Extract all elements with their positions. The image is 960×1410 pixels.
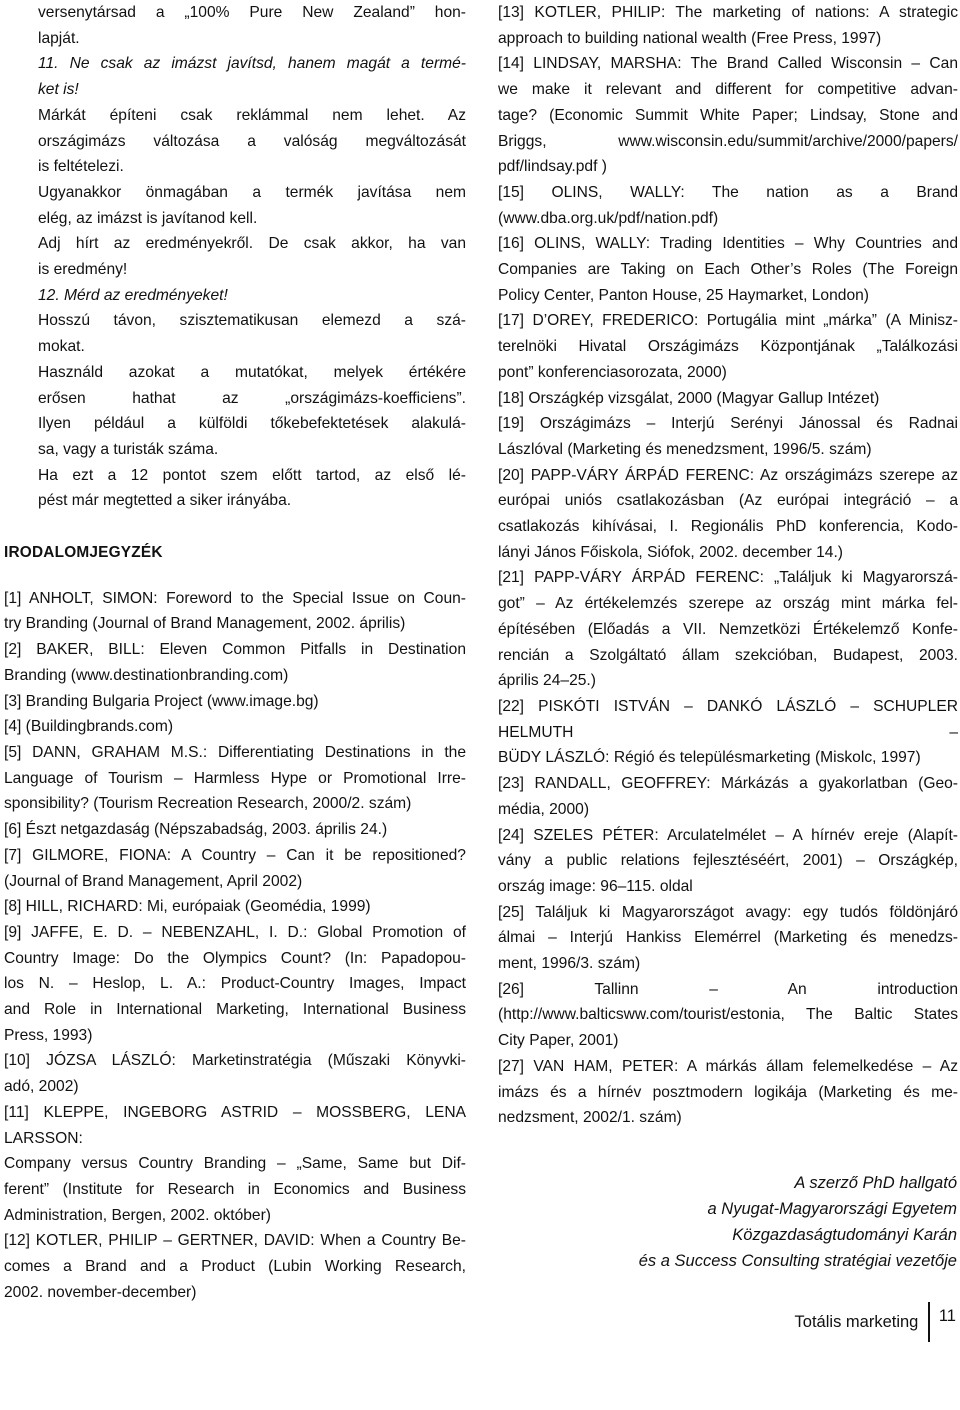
references-list-left [4, 586, 466, 1306]
reference-line: vány a public relations fejlesztéséért, 2001) – Országkép, [498, 852, 958, 870]
reference-line: [7] GILMORE, FIONA: A Country – Can it be repositioned? [4, 846, 466, 864]
references-list-right [498, 0, 958, 1131]
reference-line: Language of Tourism – Harmless Hype or Promotional Irre- [4, 769, 466, 787]
text-line: lapját. [38, 29, 80, 47]
text-line: is feltételezi. [38, 158, 124, 176]
reference-line: try Branding (Journal of Brand Management, 2002. április) [4, 615, 406, 633]
reference-line: adó, 2002) [4, 1078, 79, 1096]
rule-title-11: 11. Ne csak az imázst javítsd, hanem magát a termé- [38, 55, 466, 73]
reference-line: comes a Brand and a Product (Lubin Working Research, [4, 1258, 466, 1276]
reference-line: [3] Branding Bulgaria Project (www.image.bg) [4, 692, 319, 710]
reference-line: április 24–25.) [498, 672, 596, 690]
text-line: erősen hathat az „országimázs-koefficiens”. [38, 389, 466, 407]
reference-line: európai uniós csatlakozásban (Az európai integráció – a [498, 492, 958, 510]
reference-line: [27] VAN HAM, PETER: A márkás állam felemelkedése – Az [498, 1057, 958, 1075]
page-number: 11 [938, 1307, 956, 1325]
author-note-line: Közgazdaságtudományi Karán [732, 1226, 957, 1244]
reference-line: [10] JÓZSA LÁSZLÓ: Marketinstratégia (Műszaki Könyvki- [4, 1052, 466, 1070]
rule-title-11-cont: ket is! [38, 81, 79, 99]
reference-line: Policy Center, Panton House, 25 Haymarket, London) [498, 286, 869, 304]
reference-line: lányi János Főiskola, Siófok, 2002. december 14.) [498, 543, 843, 561]
body-text [4, 0, 466, 514]
author-note-line: A szerző PhD hallgató [794, 1174, 957, 1192]
text-line: Ilyen például a külföldi tőkebefektetések alakulá- [38, 415, 466, 433]
reference-line: [9] JAFFE, E. D. – NEBENZAHL, I. D.: Global Promotion of [4, 923, 466, 941]
text-line: Ha ezt a 12 pontot szem előtt tartod, az első lé- [38, 466, 466, 484]
reference-line: BÜDY LÁSZLÓ: Régió és településmarketing (Miskolc, 1997) [498, 749, 921, 767]
reference-line: média, 2000) [498, 800, 590, 818]
reference-line: [19] Országimázs – Interjú Serényi Jánossal és Radnai [498, 415, 958, 433]
reference-line: pdf/lindsay.pdf ) [498, 158, 607, 176]
reference-line: [2] BAKER, BILL: Eleven Common Pitfalls in Destination [4, 641, 466, 659]
text-line: Márkát építeni csak reklámmal nem lehet. Az [38, 106, 466, 124]
running-title: Totális marketing [794, 1313, 919, 1331]
reference-line: [24] SZELES PÉTER: Arculatelmélet – A hírnév ereje (Alapít- [498, 826, 958, 844]
reference-line: pont” konferenciasorozata, 2000) [498, 363, 727, 381]
reference-line: [22] PISKÓTI ISTVÁN – DANKÓ LÁSZLÓ – SCHUPLER HELMUTH – [498, 697, 958, 741]
text-line: mokat. [38, 338, 85, 356]
reference-line: Briggs, www.wisconsin.edu/summit/archive/2000/papers/ [498, 132, 958, 150]
reference-line: [5] DANN, GRAHAM M.S.: Differentiating Destinations in the [4, 743, 466, 761]
author-note [497, 1170, 957, 1274]
reference-line: got” – Az értékelemzés szerepe az ország mint márka fel- [498, 595, 958, 613]
text-line: Használd azokat a mutatókat, melyek értékére [38, 363, 466, 381]
reference-line: rencián a Szolgáltató állam szekcióban, Budapest, 2003. [498, 646, 958, 664]
reference-line: álmai – Interjú Hankiss Elemérrel (Marketing és menedzs- [498, 929, 958, 947]
reference-line: City Paper, 2001) [498, 1032, 619, 1050]
reference-line: Branding (www.destinationbranding.com) [4, 666, 289, 684]
reference-line: we make it relevant and different for competitive advan- [498, 81, 958, 99]
reference-line: [8] HILL, RICHARD: Mi, európaiak (Geomédia, 1999) [4, 898, 371, 916]
reference-line: imázs és a hírnév posztmodern logikája (Marketing és me- [498, 1083, 958, 1101]
text-line: is eredmény! [38, 261, 128, 279]
references-heading: IRODALOMJEGYZÉK [4, 544, 163, 562]
reference-line: csatlakozás kihívásai, I. Regionális PhD konferencia, Kodo- [498, 518, 958, 536]
right-column [498, 0, 958, 1131]
reference-line: építésében (Előadás a VII. Nemzetközi Értékelemző Konfe- [498, 620, 958, 638]
reference-line: [21] PAPP-VÁRY ÁRPÁD FERENC: „Találjuk ki Magyarorszá- [498, 569, 958, 587]
reference-line: [26] Tallinn – An introduction [498, 980, 958, 998]
reference-line: [17] D’OREY, FREDERICO: Portugália mint „márka” (A Minisz- [498, 312, 958, 330]
reference-line: [23] RANDALL, GEOFFREY: Márkázás a gyakorlatban (Geo- [498, 775, 958, 793]
reference-line: nedzsment, 2002/1. szám) [498, 1109, 682, 1127]
reference-line: and Role in International Marketing, International Business [4, 1001, 466, 1019]
text-line: sa, vagy a turisták száma. [38, 440, 219, 458]
text-line: pést már megtetted a siker irányába. [38, 492, 292, 510]
reference-line: Country Image: Do the Olympics Count? (In: Papadopou- [4, 949, 466, 967]
reference-line: [4] (Buildingbrands.com) [4, 718, 174, 736]
reference-line: Companies are Taking on Each Other’s Roles (The Foreign [498, 261, 958, 279]
author-note-line: a Nyugat-Magyarországi Egyetem [707, 1200, 957, 1218]
reference-line: [25] Találjuk ki Magyarországot avagy: egy tudós földönjáró [498, 903, 958, 921]
reference-line: Lászlóval (Marketing és menedzsment, 1996/5. szám) [498, 440, 872, 458]
reference-line: [6] Észt netgazdaság (Népszabadság, 2003. április 24.) [4, 821, 388, 839]
reference-line: 2002. november-december) [4, 1283, 197, 1301]
reference-line: [20] PAPP-VÁRY ÁRPÁD FERENC: Az országimázs szerepe az [498, 466, 958, 484]
reference-line: [1] ANHOLT, SIMON: Foreword to the Special Issue on Coun- [4, 589, 466, 607]
page-footer [795, 1302, 956, 1342]
reference-line: ferent” (Institute for Research in Economics and Business [4, 1180, 466, 1198]
reference-line: tage? (Economic Summit White Paper; Lindsay, Stone and [498, 106, 958, 124]
text-line: Ugyanakkor önmagában a termék javítása nem [38, 183, 466, 201]
reference-line: [12] KOTLER, PHILIP – GERTNER, DAVID: When a Country Be- [4, 1232, 466, 1250]
left-column [4, 0, 466, 1305]
text-line: versenytársad a „100% Pure New Zealand” hon- [38, 4, 466, 21]
reference-line: (www.dba.org.uk/pdf/nation.pdf) [498, 209, 719, 227]
reference-line: [11] KLEPPE, INGEBORG ASTRID – MOSSBERG, LENA LARSSON: [4, 1103, 466, 1147]
reference-line: Press, 1993) [4, 1026, 93, 1044]
text-line: Hosszú távon, szisztematikusan elemezd a szá- [38, 312, 466, 330]
text-line: elég, az imázst is javítanod kell. [38, 209, 258, 227]
reference-line: (http://www.balticsww.com/tourist/estonia, The Baltic States [498, 1006, 958, 1024]
reference-line: sponsibility? (Tourism Recreation Research, 2000/2. szám) [4, 795, 412, 813]
reference-line: Administration, Bergen, 2002. október) [4, 1206, 271, 1224]
author-note-line: és a Success Consulting stratégiai vezetője [638, 1252, 957, 1270]
reference-line: (Journal of Brand Management, April 2002) [4, 872, 303, 890]
reference-line: [15] OLINS, WALLY: The nation as a Brand [498, 183, 958, 201]
reference-line: [14] LINDSAY, MARSHA: The Brand Called Wisconsin – Can [498, 55, 958, 73]
text-line: Adj hírt az eredményekről. De csak akkor, ha van [38, 235, 466, 253]
reference-line: ment, 1996/3. szám) [498, 955, 641, 973]
reference-line: ország image: 96–115. oldal [498, 877, 693, 895]
reference-line: Company versus Country Branding – „Same, Same but Dif- [4, 1155, 466, 1173]
reference-line: [16] OLINS, WALLY: Trading Identities – Why Countries and [498, 235, 958, 253]
text-line: országimázs változása a valóság megváltozását [38, 132, 466, 150]
reference-line: terelnöki Hivatal Országimázs Központjának „Találkozási [498, 338, 958, 356]
reference-line: los N. – Heslop, L. A.: Product-Country Images, Impact [4, 975, 466, 993]
reference-line: [18] Országkép vizsgálat, 2000 (Magyar Gallup Intézet) [498, 389, 880, 407]
reference-line: [13] KOTLER, PHILIP: The marketing of nations: A strategic [498, 4, 958, 21]
rule-title-12: 12. Mérd az eredményeket! [38, 286, 228, 304]
reference-line: approach to building national wealth (Free Press, 1997) [498, 29, 882, 47]
